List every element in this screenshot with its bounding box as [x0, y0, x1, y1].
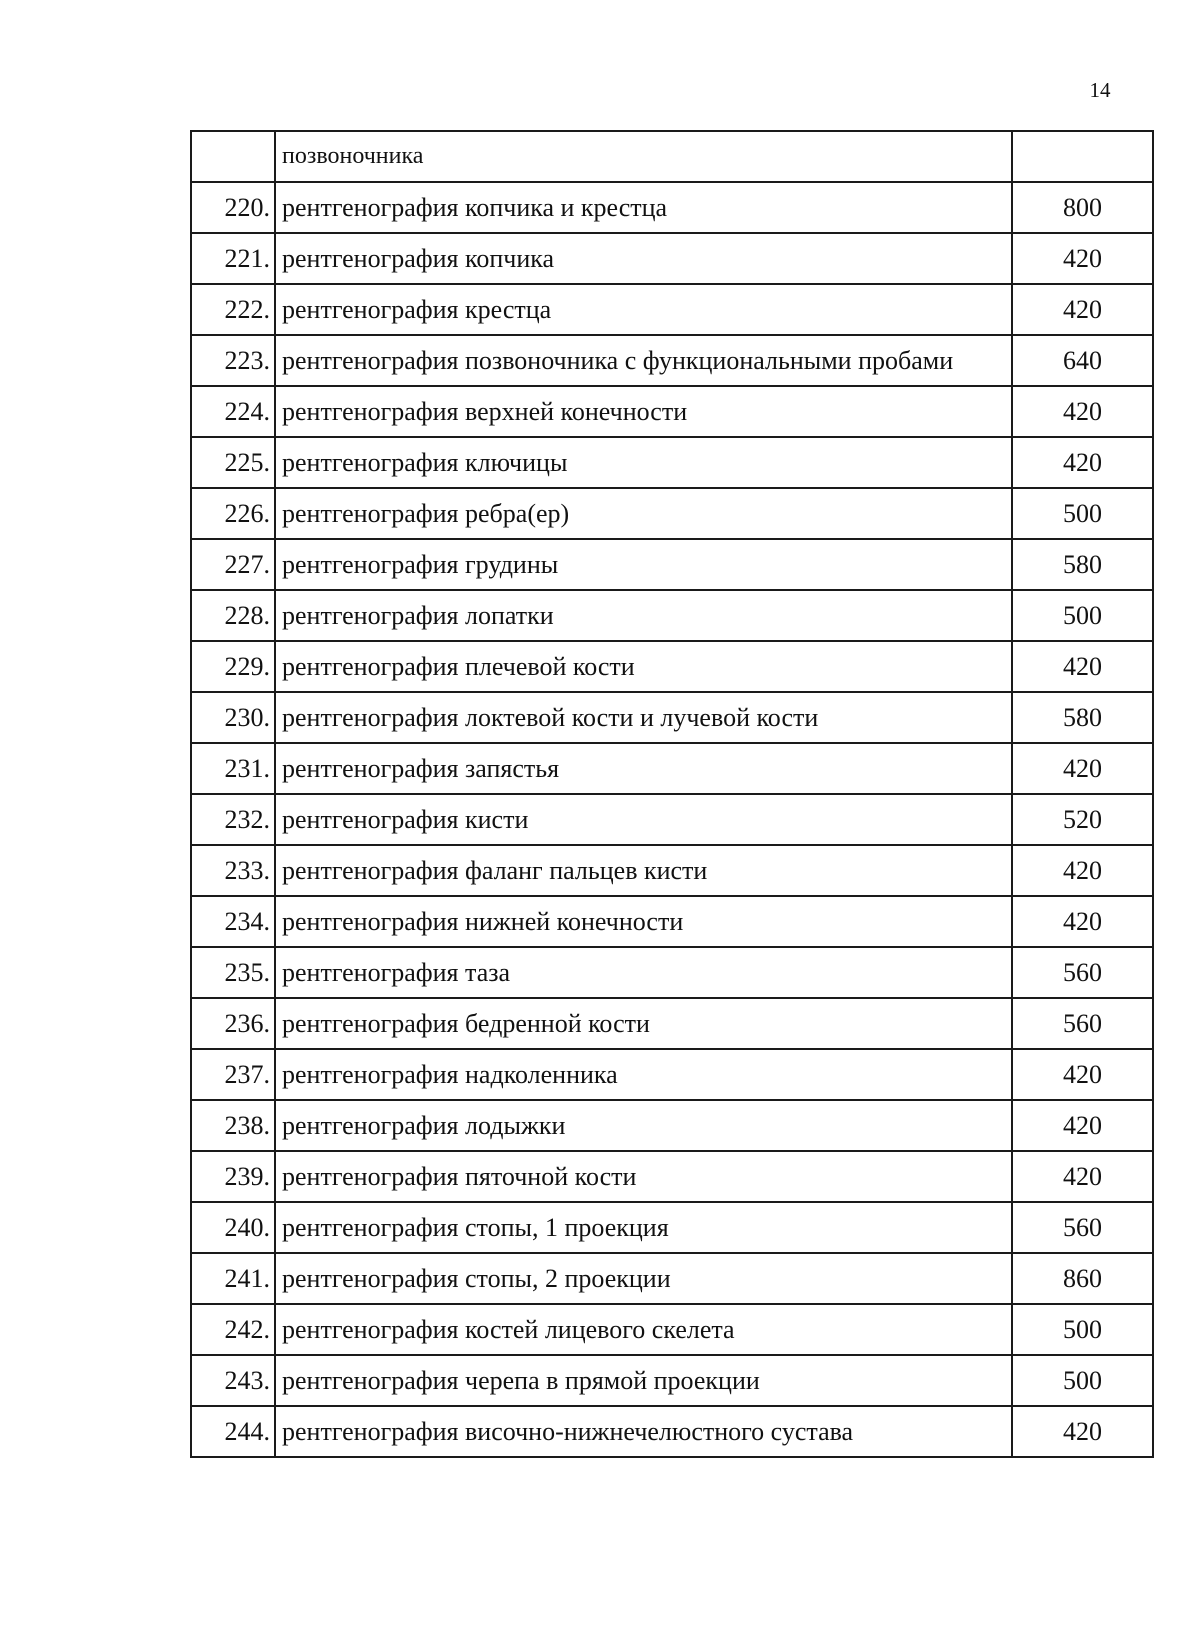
row-number: 243.: [191, 1355, 275, 1406]
row-number: 233.: [191, 845, 275, 896]
table-row: [191, 488, 1153, 539]
table-row: [191, 1202, 1153, 1253]
table-row: [191, 284, 1153, 335]
row-number: 224.: [191, 386, 275, 437]
service-price: 560: [1012, 947, 1153, 998]
service-name: рентгенография грудины: [275, 539, 1012, 590]
table-row: [191, 845, 1153, 896]
service-name: рентгенография ребра(ер): [275, 488, 1012, 539]
service-price: 420: [1012, 386, 1153, 437]
row-number: 227.: [191, 539, 275, 590]
service-price: 860: [1012, 1253, 1153, 1304]
service-price: 420: [1012, 1406, 1153, 1457]
row-number: 235.: [191, 947, 275, 998]
service-price: 580: [1012, 692, 1153, 743]
row-number: 230.: [191, 692, 275, 743]
service-name: рентгенография позвоночника с функциональными пробами: [275, 335, 1012, 386]
service-price: 560: [1012, 1202, 1153, 1253]
service-price: 420: [1012, 1151, 1153, 1202]
service-price: 560: [1012, 998, 1153, 1049]
table-row: [191, 182, 1153, 233]
service-name: рентгенография кисти: [275, 794, 1012, 845]
table-row: [191, 386, 1153, 437]
table-row: [191, 1100, 1153, 1151]
service-price: 420: [1012, 1049, 1153, 1100]
table-row: [191, 233, 1153, 284]
service-price: 580: [1012, 539, 1153, 590]
table-row: [191, 1151, 1153, 1202]
row-number: [191, 131, 275, 182]
row-number: 221.: [191, 233, 275, 284]
table-body: [191, 131, 1153, 1457]
service-price: 640: [1012, 335, 1153, 386]
table-row: [191, 335, 1153, 386]
service-name: рентгенография таза: [275, 947, 1012, 998]
row-number: 240.: [191, 1202, 275, 1253]
table-row: [191, 641, 1153, 692]
service-name: рентгенография копчика: [275, 233, 1012, 284]
row-number: 242.: [191, 1304, 275, 1355]
service-price: 420: [1012, 284, 1153, 335]
service-price: 500: [1012, 488, 1153, 539]
row-number: 222.: [191, 284, 275, 335]
row-number: 232.: [191, 794, 275, 845]
table-row: [191, 743, 1153, 794]
row-number: 239.: [191, 1151, 275, 1202]
table-row: [191, 1355, 1153, 1406]
table-row: [191, 896, 1153, 947]
service-name: рентгенография локтевой кости и лучевой кости: [275, 692, 1012, 743]
table-row: [191, 1253, 1153, 1304]
row-number: 229.: [191, 641, 275, 692]
table-row: [191, 539, 1153, 590]
service-price: [1012, 131, 1153, 182]
row-number: 241.: [191, 1253, 275, 1304]
service-name: рентгенография копчика и крестца: [275, 182, 1012, 233]
service-price: 420: [1012, 896, 1153, 947]
service-name: рентгенография стопы, 2 проекции: [275, 1253, 1012, 1304]
row-number: 237.: [191, 1049, 275, 1100]
service-price: 420: [1012, 743, 1153, 794]
service-price: 420: [1012, 437, 1153, 488]
row-number: 228.: [191, 590, 275, 641]
row-number: 220.: [191, 182, 275, 233]
row-number: 223.: [191, 335, 275, 386]
table-row: [191, 947, 1153, 998]
service-price: 500: [1012, 1355, 1153, 1406]
table-row: [191, 692, 1153, 743]
table-row: [191, 998, 1153, 1049]
row-number: 244.: [191, 1406, 275, 1457]
service-name: рентгенография лопатки: [275, 590, 1012, 641]
service-price: 420: [1012, 233, 1153, 284]
row-number: 226.: [191, 488, 275, 539]
table-row: [191, 1406, 1153, 1457]
service-name: рентгенография надколенника: [275, 1049, 1012, 1100]
row-number: 238.: [191, 1100, 275, 1151]
service-name: позвоночника: [275, 131, 1012, 182]
row-number: 225.: [191, 437, 275, 488]
service-price: 500: [1012, 1304, 1153, 1355]
table-row-continuation: [191, 131, 1153, 182]
service-name: рентгенография стопы, 1 проекция: [275, 1202, 1012, 1253]
table-row: [191, 1049, 1153, 1100]
service-name: рентгенография нижней конечности: [275, 896, 1012, 947]
service-name: рентгенография фаланг пальцев кисти: [275, 845, 1012, 896]
service-name: рентгенография костей лицевого скелета: [275, 1304, 1012, 1355]
service-price: 520: [1012, 794, 1153, 845]
price-table: [190, 130, 1154, 1458]
table-row: [191, 437, 1153, 488]
service-name: рентгенография верхней конечности: [275, 386, 1012, 437]
page-number: 14: [1089, 78, 1111, 102]
service-name: рентгенография черепа в прямой проекции: [275, 1355, 1012, 1406]
service-price: 800: [1012, 182, 1153, 233]
service-name: рентгенография височно-нижнечелюстного сустава: [275, 1406, 1012, 1457]
row-number: 236.: [191, 998, 275, 1049]
table-row: [191, 590, 1153, 641]
table-row: [191, 1304, 1153, 1355]
service-name: рентгенография запястья: [275, 743, 1012, 794]
row-number: 234.: [191, 896, 275, 947]
service-price: 420: [1012, 845, 1153, 896]
service-price: 420: [1012, 641, 1153, 692]
service-name: рентгенография крестца: [275, 284, 1012, 335]
service-name: рентгенография пяточной кости: [275, 1151, 1012, 1202]
row-number: 231.: [191, 743, 275, 794]
service-name: рентгенография ключицы: [275, 437, 1012, 488]
service-name: рентгенография бедренной кости: [275, 998, 1012, 1049]
service-name: рентгенография плечевой кости: [275, 641, 1012, 692]
table-row: [191, 794, 1153, 845]
service-price: 500: [1012, 590, 1153, 641]
service-price: 420: [1012, 1100, 1153, 1151]
service-name: рентгенография лодыжки: [275, 1100, 1012, 1151]
